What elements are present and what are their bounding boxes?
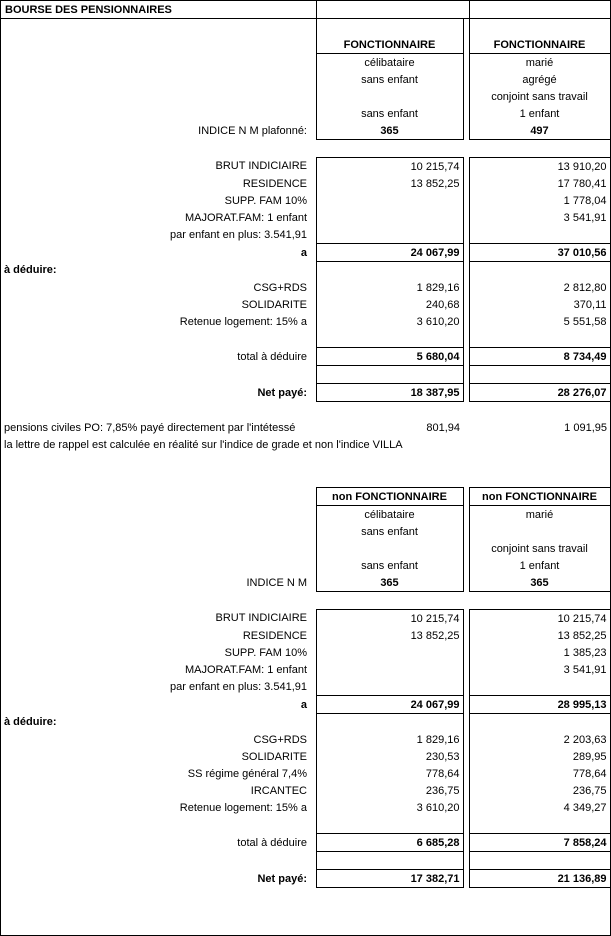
header-label-blank: [1, 36, 310, 54]
table-row: [1, 226, 610, 244]
row-label: SS régime général 7,4%: [187, 767, 307, 780]
status-cell-1-3: [316, 88, 463, 105]
status-cell-1-2: sans enfant: [316, 523, 463, 540]
status-cell-1-2: sans enfant: [316, 71, 463, 88]
status-row-3: [1, 88, 610, 105]
column-header-2: non FONCTIONNAIRE: [469, 488, 610, 506]
net-row: [1, 384, 610, 402]
title-col-2: [469, 1, 610, 19]
table-row: [1, 279, 610, 296]
spacer2-col2: [469, 470, 610, 488]
status-label-3: [1, 88, 310, 105]
table-row: [1, 678, 610, 696]
table-row-total: [1, 244, 610, 262]
row-value-2: 4 349,27: [469, 799, 610, 816]
table-row: [1, 262, 610, 280]
row-value-1: [316, 226, 463, 244]
row-value-2: 778,64: [469, 765, 610, 782]
row-label: MAJORAT.FAM: 1 enfant: [184, 663, 307, 676]
column-header-1: FONCTIONNAIRE: [316, 36, 463, 54]
row-value-2: [469, 226, 610, 244]
row-label: BRUT INDICIAIRE: [215, 160, 307, 173]
gap-c-c1: [316, 592, 463, 610]
status-cell-2-3: conjoint sans travail: [469, 540, 610, 557]
row-value-2: 13 910,20: [469, 158, 610, 176]
table-row-total: [1, 696, 610, 714]
gap-row-b: [1, 402, 610, 420]
table-row: [1, 175, 610, 192]
indice-row: [1, 122, 610, 140]
table-row: [1, 765, 610, 782]
status-cell-1-1: célibataire: [316, 54, 463, 72]
row-label: a: [300, 698, 307, 711]
base-label-1: sans enfant: [316, 105, 463, 122]
row-label: CSG+RDS: [253, 281, 307, 294]
row-label: CSG+RDS: [253, 733, 307, 746]
row-value-1: 13 852,25: [316, 627, 463, 644]
status-label-4: [1, 105, 310, 122]
row-value-2: 7 858,24: [469, 834, 610, 852]
row-label: RESIDENCE: [242, 177, 307, 190]
column-header-1: non FONCTIONNAIRE: [316, 488, 463, 506]
table-row: [1, 192, 610, 209]
status-cell-1-3: [316, 540, 463, 557]
row-value-2: [469, 262, 610, 280]
note-label: la lettre de rappel est calculée en réalité sur l'indice de grade et non l'indice VILLA: [4, 438, 403, 451]
indice-value-1: 365: [316, 122, 463, 140]
net-value-2: 28 276,07: [469, 384, 610, 402]
gap-row-c: [1, 592, 610, 610]
status-label-2: [1, 523, 310, 540]
row-value-2: 5 551,58: [469, 313, 610, 330]
row-value-1: 10 215,74: [316, 610, 463, 628]
row-value-2: [469, 816, 610, 834]
table-row: [1, 714, 610, 732]
spacer-col2: [469, 453, 610, 470]
status-label-1: [1, 54, 310, 72]
status-label-2: [1, 71, 310, 88]
title-row: [1, 1, 610, 19]
status-cell-1-1: célibataire: [316, 506, 463, 524]
row-value-1: 230,53: [316, 748, 463, 765]
gap-a-label: [1, 140, 310, 158]
table-row: [1, 852, 610, 870]
row-value-1: [316, 192, 463, 209]
section-non-fonctionnaire: [1, 453, 611, 888]
row-value-2: 37 010,56: [469, 244, 610, 262]
table-row: [1, 644, 610, 661]
note-value-1: 801,94: [426, 421, 460, 434]
row-label: SOLIDARITE: [241, 298, 307, 311]
column-header-2: FONCTIONNAIRE: [469, 36, 610, 54]
table-row-total: [1, 834, 610, 852]
row-value-2: 13 852,25: [469, 627, 610, 644]
row-label: SUPP. FAM 10%: [224, 194, 307, 207]
gap-c-c2: [469, 592, 610, 610]
row-value-2: 236,75: [469, 782, 610, 799]
row-label: [1, 852, 310, 870]
row-value-1: 3 610,20: [316, 799, 463, 816]
row-value-2: 2 203,63: [469, 731, 610, 748]
row-label: à déduire:: [4, 716, 57, 729]
row-value-1: 3 610,20: [316, 313, 463, 330]
row-value-2: 2 812,80: [469, 279, 610, 296]
row-label: [1, 366, 310, 384]
spacer-row: [1, 453, 610, 470]
row-value-2: 10 215,74: [469, 610, 610, 628]
row-value-1: [316, 209, 463, 226]
header-label-blank: [1, 488, 310, 506]
status-row-2: [1, 71, 610, 88]
table-row: [1, 816, 610, 834]
spacer-row-2: [1, 470, 610, 488]
table-row: [1, 330, 610, 348]
row-value-1: 13 852,25: [316, 175, 463, 192]
table-row: [1, 731, 610, 748]
table-row: [1, 366, 610, 384]
base-label-1: sans enfant: [316, 557, 463, 574]
row-value-1: [316, 644, 463, 661]
indice-row: [1, 574, 610, 592]
row-value-1: [316, 852, 463, 870]
row-value-1: 10 215,74: [316, 158, 463, 176]
table-row: [1, 661, 610, 678]
row-value-1: 1 829,16: [316, 279, 463, 296]
table-row: [1, 782, 610, 799]
status-cell-2-2: [469, 523, 610, 540]
indice-value-2: 365: [469, 574, 610, 592]
status-label-4: [1, 557, 310, 574]
row-value-1: 24 067,99: [316, 244, 463, 262]
net-value-2: 21 136,89: [469, 870, 610, 888]
status-row-4: [1, 557, 610, 574]
row-value-1: 1 829,16: [316, 731, 463, 748]
row-label: a: [300, 246, 307, 259]
row-label: MAJORAT.FAM: 1 enfant: [184, 211, 307, 224]
status-label-3: [1, 540, 310, 557]
status-row-4: [1, 105, 610, 122]
status-label-1: [1, 506, 310, 524]
row-label: SUPP. FAM 10%: [224, 646, 307, 659]
gap-b-c2: [469, 402, 610, 420]
row-value-2: 370,11: [469, 296, 610, 313]
net-value-1: 18 387,95: [316, 384, 463, 402]
row-value-2: 3 541,91: [469, 661, 610, 678]
row-value-1: [316, 262, 463, 280]
gap-row-a: [1, 140, 610, 158]
row-value-1: [316, 816, 463, 834]
spacer-col1: [316, 453, 463, 470]
status-cell-2-2: agrégé: [469, 71, 610, 88]
row-label: total à déduire: [237, 350, 307, 363]
row-label: Retenue logement: 15% a: [179, 315, 307, 328]
net-label: Net payé:: [257, 386, 307, 399]
spacer-col1: [316, 19, 463, 36]
gap-b-label: [1, 402, 310, 420]
row-value-2: 28 995,13: [469, 696, 610, 714]
page-title: BOURSE DES PENSIONNAIRES: [1, 1, 310, 19]
row-value-1: [316, 366, 463, 384]
column-header-row: [1, 36, 610, 54]
section-fonctionnaire: [1, 19, 611, 453]
spacer-col2: [469, 19, 610, 36]
row-value-2: [469, 366, 610, 384]
net-value-1: 17 382,71: [316, 870, 463, 888]
status-row-3: [1, 540, 610, 557]
indice-value-2: 497: [469, 122, 610, 140]
row-label: [1, 816, 310, 834]
table-row: [1, 627, 610, 644]
row-label: Retenue logement: 15% a: [179, 801, 307, 814]
base-label-2: 1 enfant: [469, 105, 610, 122]
spacer2-col1: [316, 470, 463, 488]
status-row-1: [1, 506, 610, 524]
note-row: [1, 419, 610, 436]
row-value-2: [469, 714, 610, 732]
spacer2-label: [1, 470, 310, 488]
table-row: [1, 209, 610, 226]
row-value-1: [316, 714, 463, 732]
row-value-1: 240,68: [316, 296, 463, 313]
row-label: total à déduire: [237, 836, 307, 849]
spacer-label: [1, 453, 310, 470]
row-value-1: [316, 661, 463, 678]
table-row: [1, 799, 610, 816]
note-row: [1, 436, 610, 453]
row-value-1: 6 685,28: [316, 834, 463, 852]
status-cell-2-1: marié: [469, 506, 610, 524]
spacer-label: [1, 19, 310, 36]
row-value-1: 778,64: [316, 765, 463, 782]
status-cell-2-1: marié: [469, 54, 610, 72]
row-value-1: [316, 678, 463, 696]
base-label-2: 1 enfant: [469, 557, 610, 574]
table-row: [1, 313, 610, 330]
row-label: [1, 330, 310, 348]
status-row-2: [1, 523, 610, 540]
net-row: [1, 870, 610, 888]
indice-label: INDICE N M plafonné:: [198, 124, 307, 137]
gap-a-c2: [469, 140, 610, 158]
net-label: Net payé:: [257, 872, 307, 885]
table-row: [1, 158, 610, 176]
indice-value-1: 365: [316, 574, 463, 592]
row-label: par enfant en plus: 3.541,91: [170, 228, 307, 241]
row-value-2: 289,95: [469, 748, 610, 765]
row-value-2: 1 385,23: [469, 644, 610, 661]
gap-c-label: [1, 592, 310, 610]
gap-a-c1: [316, 140, 463, 158]
title-col-1: [316, 1, 463, 19]
row-value-1: 236,75: [316, 782, 463, 799]
table-row: [1, 610, 610, 628]
row-label: à déduire:: [4, 264, 57, 277]
row-value-2: 17 780,41: [469, 175, 610, 192]
row-value-1: 24 067,99: [316, 696, 463, 714]
spacer-row: [1, 19, 610, 36]
row-value-2: 8 734,49: [469, 348, 610, 366]
row-value-2: [469, 330, 610, 348]
row-value-2: [469, 852, 610, 870]
gap-b-c1: [316, 402, 463, 420]
row-label: IRCANTEC: [250, 784, 307, 797]
note-label: pensions civiles PO: 7,85% payé directement par l'intétessé: [4, 421, 296, 434]
row-value-1: [316, 330, 463, 348]
table-row: [1, 748, 610, 765]
row-label: SOLIDARITE: [241, 750, 307, 763]
note-value-2: 1 091,95: [564, 421, 607, 434]
row-label: par enfant en plus: 3.541,91: [170, 680, 307, 693]
title-table: [1, 1, 610, 19]
status-row-1: [1, 54, 610, 72]
indice-label: INDICE N M: [246, 576, 307, 589]
table-row: [1, 296, 610, 313]
status-cell-2-3: conjoint sans travail: [469, 88, 610, 105]
row-value-2: 1 778,04: [469, 192, 610, 209]
column-header-row: [1, 488, 610, 506]
row-label: RESIDENCE: [242, 629, 307, 642]
row-value-2: [469, 678, 610, 696]
row-value-2: 3 541,91: [469, 209, 610, 226]
row-label: BRUT INDICIAIRE: [215, 612, 307, 625]
table-row-total: [1, 348, 610, 366]
row-value-1: 5 680,04: [316, 348, 463, 366]
